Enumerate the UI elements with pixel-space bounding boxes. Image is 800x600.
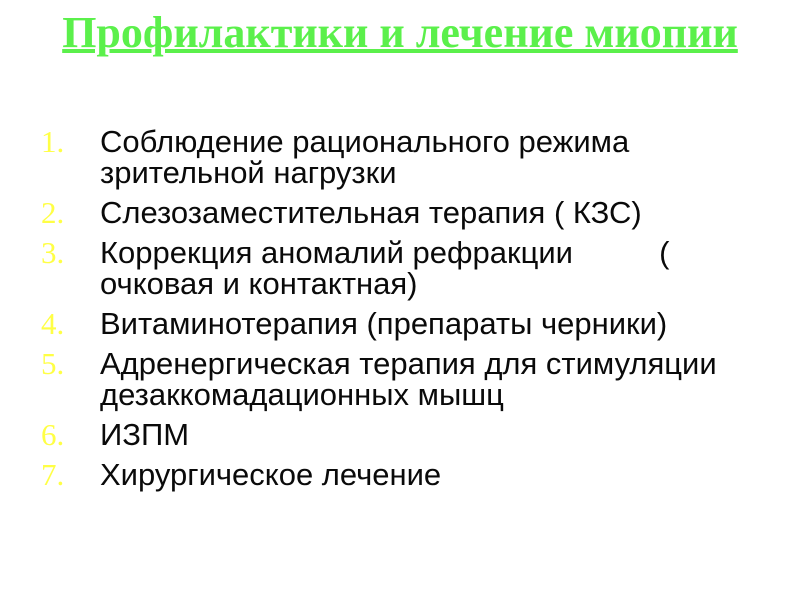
list-item-number: 2. [41,195,65,230]
list-item-text [100,237,750,299]
list-item-text [100,419,750,450]
list-item [40,348,750,410]
list-item [40,237,750,299]
list-item-line: Адренергическая терапия для стимуляции [100,346,717,381]
list-item [40,308,750,339]
list-item-line: Коррекция аномалий рефракции ( [100,235,670,270]
list-item [40,419,750,450]
list-item-text [100,348,750,410]
list-item-line: дезаккомадационных мышц [100,377,504,412]
list-item-text [100,197,750,228]
list-item-line: Хирургическое лечение [100,457,442,492]
list-item-line: очковая и контактная) [100,266,418,301]
list-item-number: 1. [41,124,65,159]
slide-title: Профилактики и лечение миопии [62,8,738,57]
list-item [40,459,750,490]
list-item-line: Витаминотерапия (препараты черники) [100,306,668,341]
myopia-list [40,126,750,499]
list-item-line: Слезозаместительная терапия ( КЗС) [100,195,642,230]
list-item-text [100,126,750,188]
list-item-line: Соблюдение рационального режима [100,124,630,159]
list-item-line: зрительной нагрузки [100,155,397,190]
list-item-text [100,308,750,339]
list-item [40,197,750,228]
list-item [40,126,750,188]
list-item-line: ИЗПМ [100,417,190,452]
list-item-number: 3. [41,235,65,270]
list-item-number: 7. [41,457,65,492]
list-item-number: 4. [41,306,65,341]
list-item-number: 5. [41,346,65,381]
list-item-text [100,459,750,490]
list-item-number: 6. [41,417,65,452]
